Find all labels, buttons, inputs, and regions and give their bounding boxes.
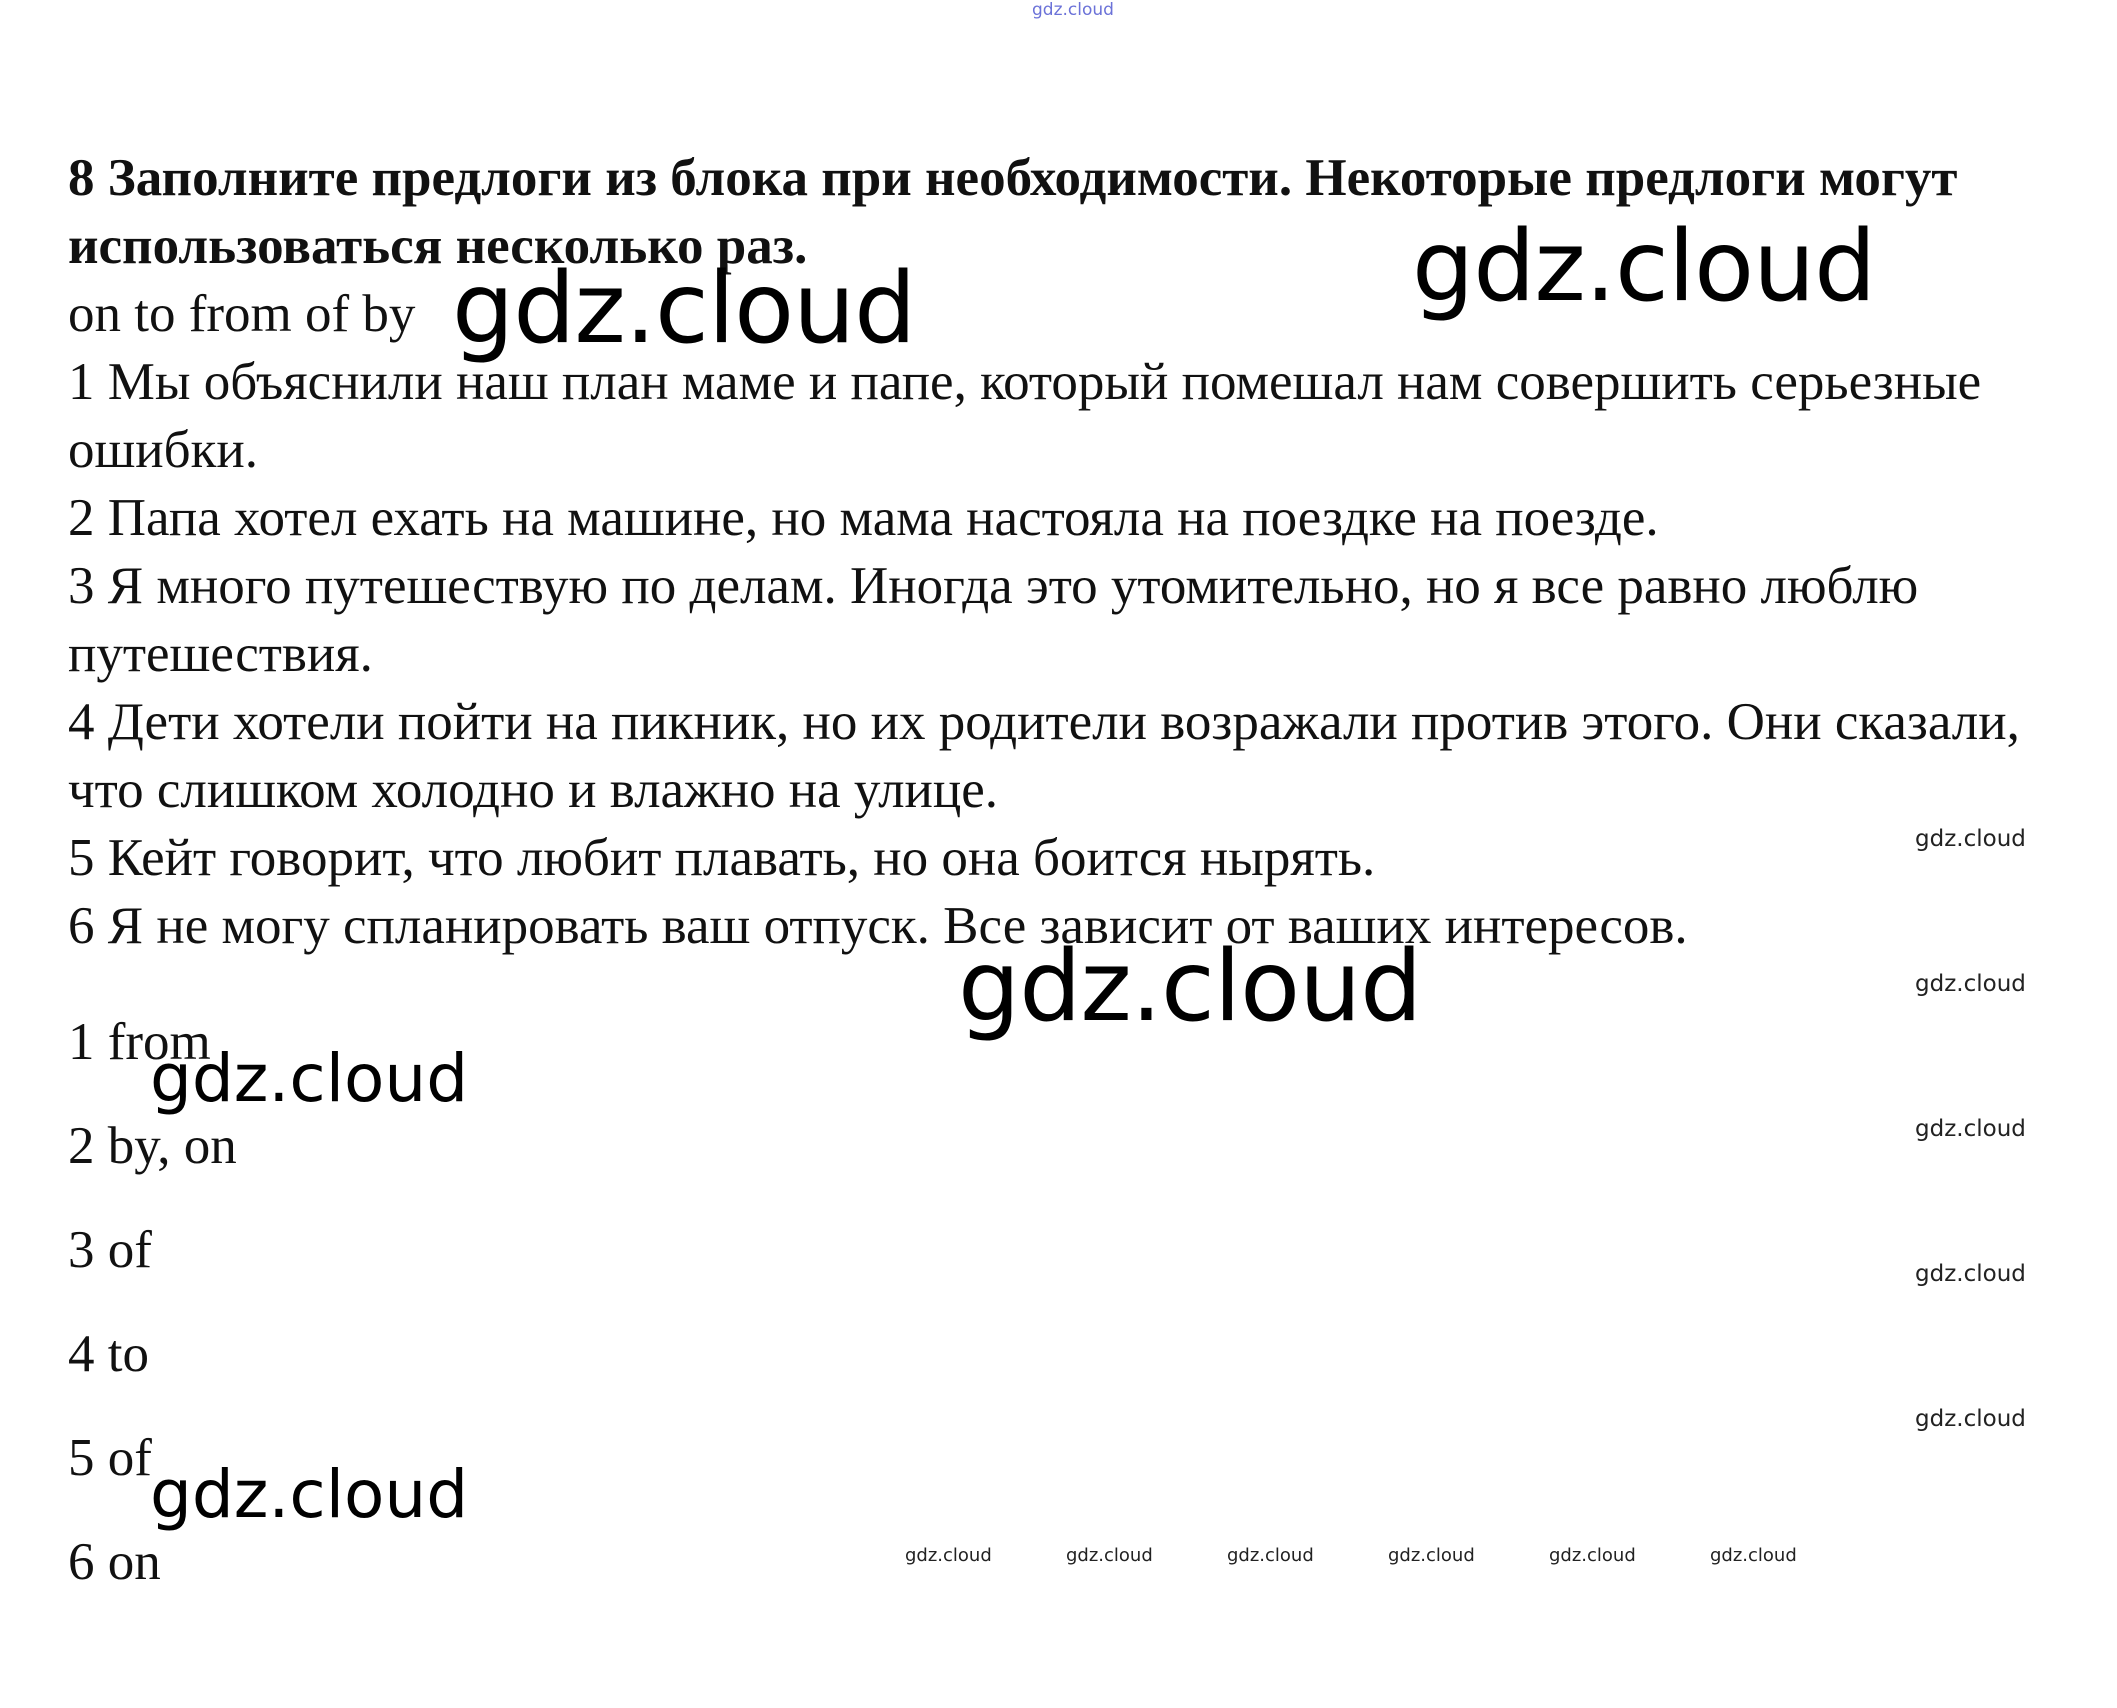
answer-item: 1 from [68,1013,211,1071]
watermark: gdz.cloud [150,1040,469,1117]
watermark: gdz.cloud [452,252,916,366]
watermark: gdz.cloud [1412,210,1876,324]
watermark: gdz.cloud [1915,1261,2026,1287]
watermark: gdz.cloud [1549,1545,1636,1566]
sentence-item: 4 Дети хотели пойти на пикник, но их родители возражали против этого. Они сказали, что слишком холодно и влажно на улице. [68,693,2020,819]
answer-item: 4 to [68,1325,149,1383]
watermark: gdz.cloud [1388,1545,1475,1566]
answer-item: 2 by, on [68,1117,237,1175]
watermark: gdz.cloud [1915,826,2026,852]
top-watermark: gdz.cloud [1032,0,1114,20]
sentence-item: 1 Мы объяснили наш план маме и папе, который помешал нам совершить серьезные ошибки. [68,353,1982,479]
task-heading: 8 Заполните предлоги из блока при необходимости. Некоторые предлоги могут использоваться несколько раз. [68,149,1958,275]
watermark: gdz.cloud [150,1456,469,1533]
sentence-item: 3 Я много путешествую по делам. Иногда это утомительно, но я все равно люблю путешествия. [68,557,1919,683]
sentence-item: 5 Кейт говорит, что любит плавать, но она боится нырять. [68,829,1376,887]
word-box: on to from of by [68,285,416,343]
watermark: gdz.cloud [1915,1116,2026,1142]
answer-item: 3 of [68,1221,152,1279]
answer-item: 6 on [68,1533,161,1591]
watermark: gdz.cloud [1227,1545,1314,1566]
answer-item: 5 of [68,1429,152,1487]
sentence-item: 2 Папа хотел ехать на машине, но мама настояла на поездке на поезде. [68,489,1659,547]
watermark: gdz.cloud [1710,1545,1797,1566]
watermark: gdz.cloud [958,930,1422,1044]
watermark: gdz.cloud [1915,1406,2026,1432]
watermark: gdz.cloud [905,1545,992,1566]
watermark: gdz.cloud [1066,1545,1153,1566]
watermark: gdz.cloud [1915,971,2026,997]
sentence-item: 6 Я не могу спланировать ваш отпуск. Все зависит от ваших интересов. [68,897,1688,955]
sentence-list [68,348,2058,960]
